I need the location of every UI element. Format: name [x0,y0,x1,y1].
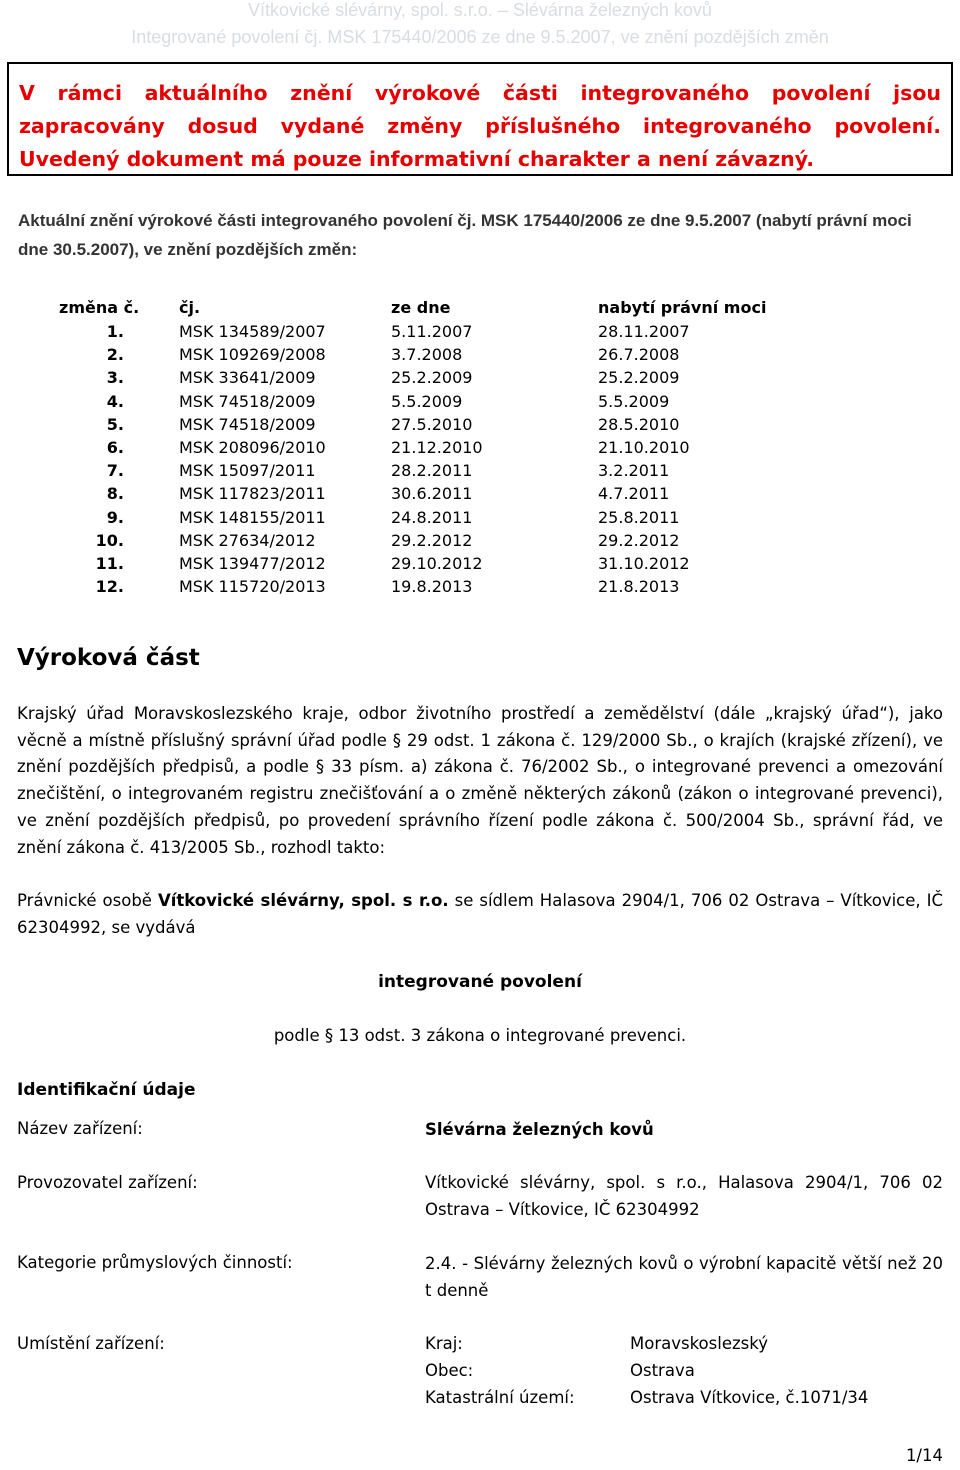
ku-label: Katastrální území: [425,1388,575,1407]
row-zmena-cislo: 6. [106,438,124,458]
header-line-1: Vítkovické slévárny, spol. s.r.o. – Slévárna železných kovů [248,0,712,20]
row-cj: MSK 109269/2008 [179,345,326,365]
row-zmena-cislo: 8. [106,484,124,504]
row-zmena-cislo: 9. [106,507,124,527]
row-zmena-cislo: 5. [106,414,124,434]
kraj-label: Kraj: [425,1334,463,1353]
table-row [59,413,798,436]
table-row [59,366,798,389]
kraj-value: Moravskoslezský [630,1334,768,1353]
row-cj: MSK 27634/2012 [179,530,316,550]
row-ze-dne: 3.7.2008 [391,345,463,365]
table-row [59,320,798,343]
row-ze-dne: 5.5.2009 [391,391,463,411]
row-zmena-cislo: 3. [106,368,124,388]
aktualni-zneni-text: Aktuální znění výrokové části integrovaného povolení čj. MSK 175440/2006 ze dne 9.5.2007 (nabytí právní moci dne 30.5.2007), ve znění pozdějších změn: [18,211,912,259]
row-cj: MSK 33641/2009 [179,368,316,388]
pravnicka-prefix: Právnické osobě [17,891,158,910]
row-zmena-cislo: 12. [95,577,124,597]
row-cj: MSK 15097/2011 [179,461,316,481]
row-nabyti: 28.5.2010 [598,414,680,434]
pravnicka-osoba-paragraph [17,888,943,941]
col-header-ze-dne: ze dne [391,297,451,317]
table-row [59,343,798,366]
pravnicka-suffix: se sídlem Halasova 2904/1, 706 02 Ostrava – Vítkovice, IČ 62304992, se vydává [17,891,944,937]
umisteni-label: Umístění zařízení: [17,1334,165,1353]
row-ze-dne: 24.8.2011 [391,507,473,527]
row-zmena-cislo: 10. [95,530,124,550]
table-row [59,459,798,482]
table-row [59,482,798,505]
row-nabyti: 21.10.2010 [598,438,690,458]
ip-title: integrované povolení [378,972,582,992]
table-row [59,506,798,529]
section-heading-vyrokova-cast: Výroková část [17,645,200,671]
row-cj: MSK 148155/2011 [179,507,326,527]
table-row [59,575,798,598]
col-header-nabyti: nabytí právní moci [598,297,767,317]
changes-table [59,294,798,598]
row-nabyti: 26.7.2008 [598,345,680,365]
obec-value: Ostrava [630,1361,695,1380]
table-row [59,552,798,575]
operator-name: Vítkovické slévárny, spol. s r.o. [157,891,449,910]
row-zmena-cislo: 2. [106,345,124,365]
row-zmena-cislo: 7. [106,461,124,481]
row-ze-dne: 27.5.2010 [391,414,473,434]
row-nabyti: 25.8.2011 [598,507,680,527]
row-nabyti: 3.2.2011 [598,461,670,481]
row-ze-dne: 28.2.2011 [391,461,473,481]
nazev-label: Název zařízení: [17,1119,143,1138]
nazev-value: Slévárna železných kovů [425,1120,654,1139]
row-nabyti: 5.5.2009 [598,391,670,411]
vyrok-paragraph: Krajský úřad Moravskoslezského kraje, odbor životního prostředí a zemědělství (dále „krajský úřad“), jako věcně a místně příslušný správní úřad podle § 29 odst. 1 zákona č. 129/2000 Sb., o krajích (krajské zřízení), ve znění pozdějších předpisů, a podle § 33 písm. a) zákona č. 76/2002 Sb., o integrované prevenci a omezování znečištění, o integrovaném registru znečišťování a o změně některých zákonů (zákon o integrované prevenci), ve znění pozdějších předpisů, po provedení správního řízení podle zákona č. 500/2004 Sb., správní řád, ve znění zákona č. 413/2005 Sb., rozhodl takto: [17,704,943,857]
row-nabyti: 31.10.2012 [598,553,690,573]
table-row [59,529,798,552]
row-nabyti: 25.2.2009 [598,368,680,388]
obec-label: Obec: [425,1361,474,1380]
row-zmena-cislo: 4. [106,391,124,411]
notice-text: V rámci aktuálního znění výrokové části integrovaného povolení jsou zapracovány dosud vydané změny příslušného integrovaného povolení. Uvedený dokument má pouze informativní charakter a není závazný. [19,81,941,171]
row-cj: MSK 139477/2012 [179,553,326,573]
row-cj: MSK 134589/2007 [179,322,326,342]
provozovatel-label: Provozovatel zařízení: [17,1173,198,1192]
identifikace-heading: Identifikační údaje [17,1080,196,1100]
row-cj: MSK 208096/2010 [179,438,326,458]
table-row [59,436,798,459]
row-ze-dne: 25.2.2009 [391,368,473,388]
kategorie-value: 2.4. - Slévárny železných kovů o výrobní kapacitě větší než 20 t denně [425,1254,943,1300]
table-row [59,390,798,413]
col-header-cj: čj. [179,297,201,317]
row-nabyti: 4.7.2011 [598,484,670,504]
row-ze-dne: 30.6.2011 [391,484,473,504]
ku-value: Ostrava Vítkovice, č.1071/34 [630,1388,869,1407]
page-number: 1/14 [905,1446,943,1465]
row-ze-dne: 21.12.2010 [391,438,483,458]
podle-paragraph: podle § 13 odst. 3 zákona o integrované prevenci. [273,1026,687,1045]
row-zmena-cislo: 11. [95,553,124,573]
row-nabyti: 21.8.2013 [598,577,680,597]
kategorie-label: Kategorie průmyslových činností: [17,1253,293,1272]
row-nabyti: 28.11.2007 [598,322,690,342]
header-line-2: Integrované povolení čj. MSK 175440/2006 ze dne 9.5.2007, ve znění pozdějších změn [131,27,829,47]
row-zmena-cislo: 1. [106,322,124,342]
row-ze-dne: 29.10.2012 [391,553,483,573]
row-cj: MSK 74518/2009 [179,391,316,411]
row-ze-dne: 5.11.2007 [391,322,473,342]
row-ze-dne: 29.2.2012 [391,530,473,550]
row-cj: MSK 115720/2013 [179,577,326,597]
notice-box [7,62,953,176]
row-nabyti: 29.2.2012 [598,530,680,550]
row-ze-dne: 19.8.2013 [391,577,473,597]
row-cj: MSK 74518/2009 [179,414,316,434]
col-header-zmena: změna č. [59,297,140,317]
changes-table-header [59,294,798,320]
row-cj: MSK 117823/2011 [179,484,326,504]
provozovatel-value: Vítkovické slévárny, spol. s r.o., Halasova 2904/1, 706 02 Ostrava – Vítkovice, IČ 62304992 [425,1173,943,1219]
